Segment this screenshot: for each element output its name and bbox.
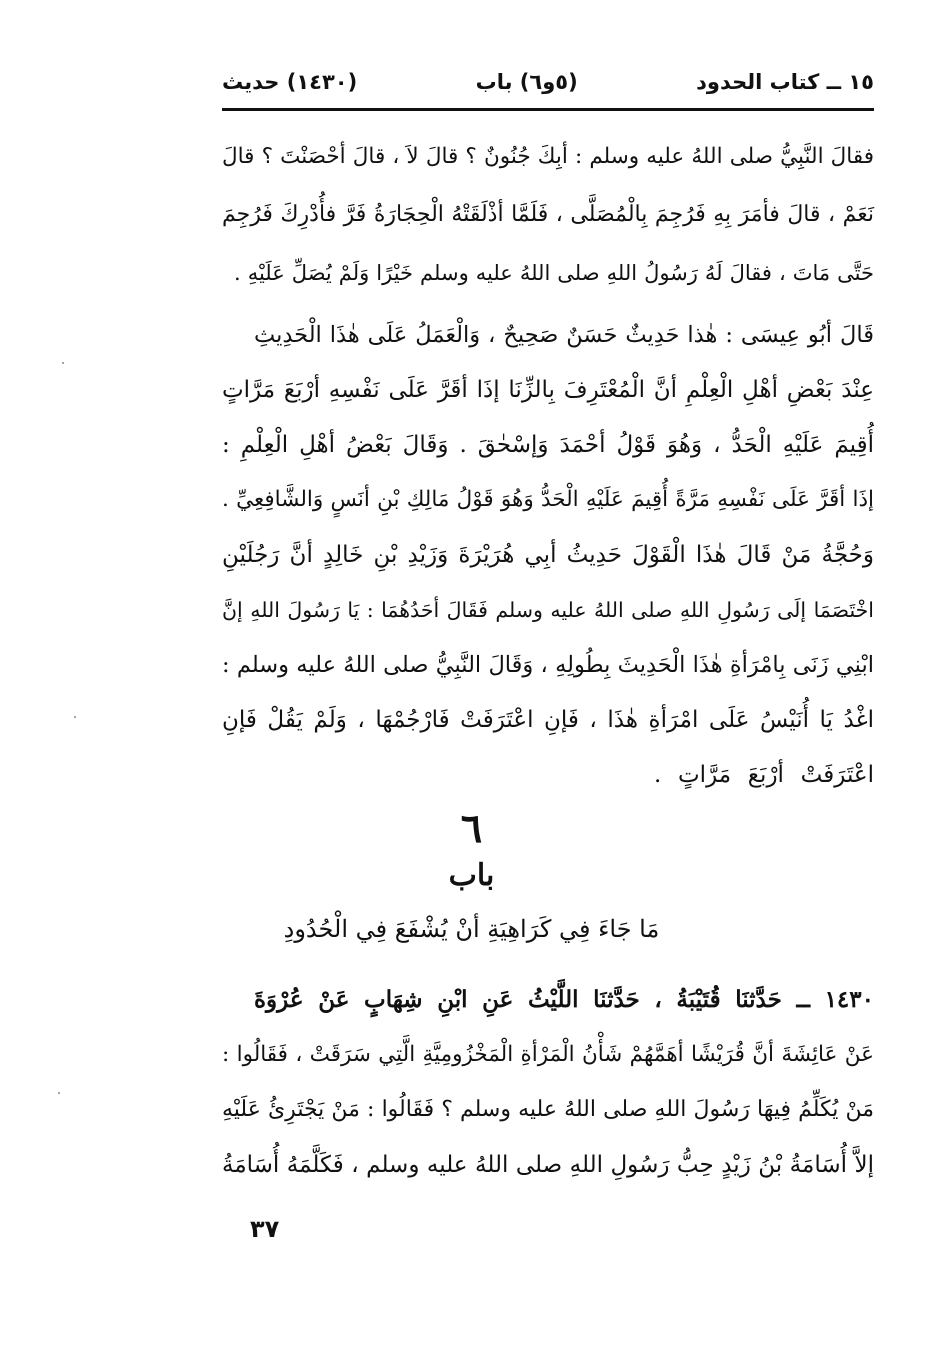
text-line: ابْنِي زَنَى بِامْرَأةِ هٰذَا الْحَدِيثَ بِطُولِهِ ، وَقَالَ النَّبِيُّ صلى اللهُ عليه وسلم : xyxy=(222,652,874,678)
text-line: عِنْدَ بَعْضِ أهْلِ الْعِلْمِ أنَّ الْمُعْتَرِفَ بِالزِّنَا إذَا أقَرَّ عَلَى نَفْسِهِ أرْبَعَ مَرَّاتٍ xyxy=(222,377,874,403)
paragraph-1 xyxy=(222,140,874,290)
text-line: نَعَمْ ، قالَ فأمَرَ بِهِ فَرُجِمَ بِالْمُصَلَّى ، فَلَمَّا أذْلَقَتْهُ الْحِجَارَةُ فَرَّ فأُدْرِكَ فَرُجِمَ xyxy=(222,202,875,227)
hadith-paragraph xyxy=(222,983,874,1213)
text-line: أُقِيمَ عَلَيْهِ الْحَدُّ ، وَهُوَ قَوْلُ أحْمَدَ وَإسْحٰقَ . وَقَالَ بَعْضُ أهْلِ الْعِلْمِ : xyxy=(222,432,874,458)
text-line: عَنْ عَائِشَةَ أنَّ قُرَيْشًا أهَمَّهُمْ شَأْنُ الْمَرْأةِ الْمَخْزُومِيَّةِ الَّتِي سَرَقَتْ ، فَقَالُوا : xyxy=(222,1042,874,1067)
text-line: اعْتَرَفَتْ أرْبَعَ مَرَّاتٍ . xyxy=(654,762,874,788)
paragraph-2 xyxy=(222,318,874,788)
scan-speck xyxy=(74,716,76,718)
text-line: إذَا أقَرَّ عَلَى نَفْسِهِ مَرَّةً أُقِيمَ عَلَيْهِ الْحَدُّ وَهُوَ قَوْلُ مَالِكِ بْنِ أنَسٍ وَالشَّافِعِيِّ . xyxy=(222,487,874,512)
running-header xyxy=(222,62,874,102)
text-line: اخْتَصَمَا إلَى رَسُولِ اللهِ صلى اللهُ عليه وسلم فَقَالَ أحَدُهُمَا : يَا رَسُولَ اللهِ إنَّ xyxy=(222,598,874,622)
chapter-label: باب xyxy=(448,858,495,893)
header-divider xyxy=(222,108,874,111)
header-chapter: (٥و٦) باب xyxy=(475,70,578,94)
text-line: حَتَّى مَاتَ ، فقالَ لَهُ رَسُولُ اللهِ صلى اللهُ عليه وسلم خَيْرًا وَلَمْ يُصَلِّ عَلَيْهِ . xyxy=(234,261,874,285)
text-line: قَالَ أبُو عِيسَى : هٰذا حَدِيثٌ حَسَنٌ صَحِيحٌ ، وَالْعَمَلُ عَلَى هٰذَا الْحَدِيثِ xyxy=(254,322,874,348)
text-line: إلاَّ أُسَامَةُ بْنُ زَيْدٍ حِبُّ رَسُولِ اللهِ صلى اللهُ عليه وسلم ، فَكَلَّمَهُ أُسَامَةُ xyxy=(222,1152,874,1178)
chapter-title: مَا جَاءَ فِي كَرَاهِيَةِ أنْ يُشْفَعَ فِي الْحُدُودِ xyxy=(283,915,660,943)
scan-speck xyxy=(62,362,64,364)
page-number: ٣٧ xyxy=(250,1215,280,1243)
text-line: وَحُجَّةُ مَنْ قَالَ هٰذَا الْقَوْلَ حَدِيثُ أبِي هُرَيْرَةَ وَزَيْدِ بْنِ خَالِدٍ أنَّ رَجُلَيْنِ xyxy=(222,542,874,568)
text-line: مَنْ يُكَلِّمُ فِيهَا رَسُولَ اللهِ صلى اللهُ عليه وسلم ؟ فَقَالُوا : مَنْ يَجْتَرِئُ عَلَيْهِ xyxy=(222,1097,874,1122)
text-line: اغْدُ يَا أُنَيْسُ عَلَى امْرَأةِ هٰذَا ، فَإنِ اعْتَرَفَتْ فَارْجُمْهَا ، وَلَمْ يَقُلْ فَإنِ xyxy=(222,707,874,733)
text-line: فقالَ النَّبِيُّ صلى اللهُ عليه وسلم : أبِكَ جُنُونٌ ؟ قالَ لاَ ، قالَ أحْصَنْتَ ؟ قالَ xyxy=(222,144,874,169)
text-line: ١٤٣٠ ــ حَدَّثنَا قُتَيْبَةُ ، حَدَّثنَا اللَّيْثُ عَنِ ابْنِ شِهَابٍ عَنْ عُرْوَةَ xyxy=(254,986,874,1013)
header-book-title: ١٥ ــ كتاب الحدود xyxy=(696,70,874,94)
header-hadith-number: (١٤٣٠) حديث xyxy=(222,70,358,94)
chapter-number: ٦ xyxy=(460,805,483,852)
scan-speck xyxy=(58,1092,60,1094)
